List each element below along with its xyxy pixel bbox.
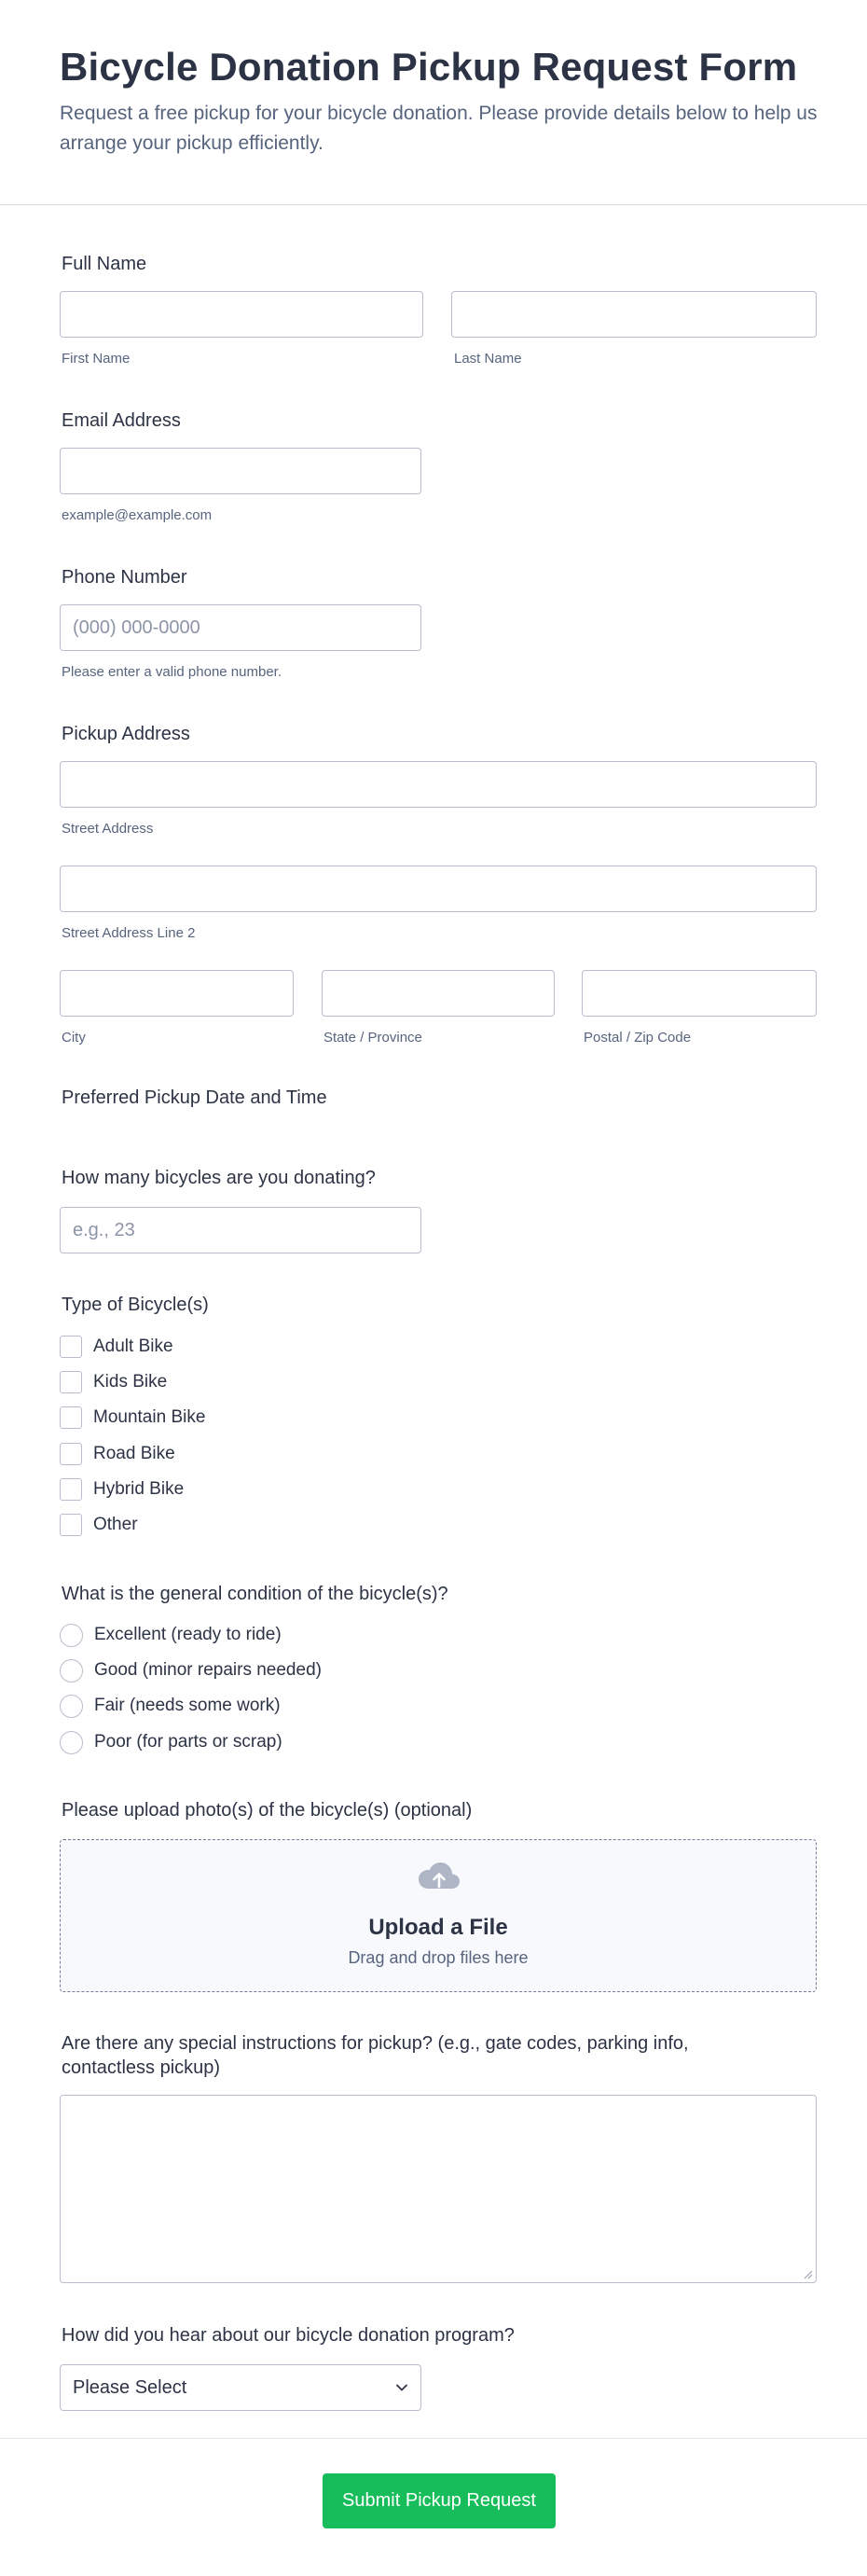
cloud-upload-icon [417,1861,461,1894]
street-address-input[interactable] [60,761,817,808]
email-input[interactable] [60,448,421,494]
option-label: Poor (for parts or scrap) [94,1732,282,1752]
radio-button[interactable] [60,1731,83,1754]
street-address-sublabel: Street Address [62,821,154,837]
instructions-textarea[interactable] [60,2095,817,2283]
condition-option[interactable] [60,1730,282,1754]
bike-type-option[interactable] [60,1442,175,1466]
first-name-input[interactable] [60,291,423,338]
form-footer [0,2438,867,2576]
bike-type-option[interactable] [60,1406,205,1430]
full-name-label: Full Name [62,254,147,274]
last-name-input[interactable] [451,291,817,338]
state-input[interactable] [322,970,555,1017]
checkbox[interactable] [60,1336,82,1358]
radio-button[interactable] [60,1624,83,1647]
pickup-datetime-label: Preferred Pickup Date and Time [62,1087,327,1108]
checkbox[interactable] [60,1371,82,1393]
option-label: Fair (needs some work) [94,1696,281,1715]
option-label: Kids Bike [93,1372,168,1392]
checkbox[interactable] [60,1478,82,1501]
upload-title: Upload a File [368,1915,508,1940]
condition-label: What is the general condition of the bicycle(s)? [62,1584,448,1604]
email-sublabel: example@example.com [62,507,213,523]
upload-subtitle: Drag and drop files here [348,1948,529,1967]
resize-grip-icon[interactable] [802,2268,813,2279]
referral-select[interactable] [60,2364,421,2411]
condition-option[interactable] [60,1623,282,1647]
submit-button[interactable]: Submit Pickup Request [323,2473,556,2528]
last-name-sublabel: Last Name [454,351,522,367]
radio-button[interactable] [60,1695,83,1718]
instructions-label-line2: contactless pickup) [62,2057,221,2078]
option-label: Adult Bike [93,1336,173,1356]
phone-input[interactable] [60,604,421,651]
referral-label: How did you hear about our bicycle donation program? [62,2325,515,2346]
zip-sublabel: Postal / Zip Code [584,1030,692,1046]
city-sublabel: City [62,1030,86,1046]
street-address-line2-input[interactable] [60,866,817,912]
radio-button[interactable] [60,1659,83,1683]
bike-type-option[interactable] [60,1370,167,1394]
bike-count-label: How many bicycles are you donating? [62,1168,376,1188]
phone-label: Phone Number [62,567,187,588]
form-subtitle: Request a free pickup for your bicycle donation. Please provide details below to help us arrange your pickup efficiently. [60,103,818,154]
condition-option[interactable] [60,1658,322,1683]
form-title: Bicycle Donation Pickup Request Form [60,45,798,89]
option-label: Hybrid Bike [93,1479,185,1499]
street-address-line2-sublabel: Street Address Line 2 [62,925,196,941]
checkbox[interactable] [60,1443,82,1465]
chevron-down-icon [394,2380,409,2395]
state-sublabel: State / Province [323,1030,422,1046]
bike-type-option[interactable] [60,1513,138,1537]
zip-input[interactable] [582,970,817,1017]
address-label: Pickup Address [62,724,190,744]
option-label: Mountain Bike [93,1407,206,1427]
bike-type-option[interactable] [60,1335,173,1359]
option-label: Road Bike [93,1444,175,1463]
file-upload-dropzone[interactable] [60,1839,817,1992]
instructions-label-line1: Are there any special instructions for pickup? (e.g., gate codes, parking info, [62,2033,689,2054]
condition-option[interactable] [60,1694,281,1718]
city-input[interactable] [60,970,294,1017]
bike-count-input[interactable] [60,1207,421,1253]
phone-sublabel: Please enter a valid phone number. [62,664,282,680]
option-label: Good (minor repairs needed) [94,1660,322,1680]
upload-label: Please upload photo(s) of the bicycle(s) (optional) [62,1800,473,1821]
first-name-sublabel: First Name [62,351,131,367]
bike-type-option[interactable] [60,1477,184,1502]
bike-type-label: Type of Bicycle(s) [62,1295,209,1315]
checkbox[interactable] [60,1406,82,1429]
email-label: Email Address [62,410,181,431]
form-header [0,0,867,205]
select-value: Please Select [73,2377,187,2398]
option-label: Excellent (ready to ride) [94,1625,282,1644]
checkbox[interactable] [60,1514,82,1536]
option-label: Other [93,1515,138,1534]
